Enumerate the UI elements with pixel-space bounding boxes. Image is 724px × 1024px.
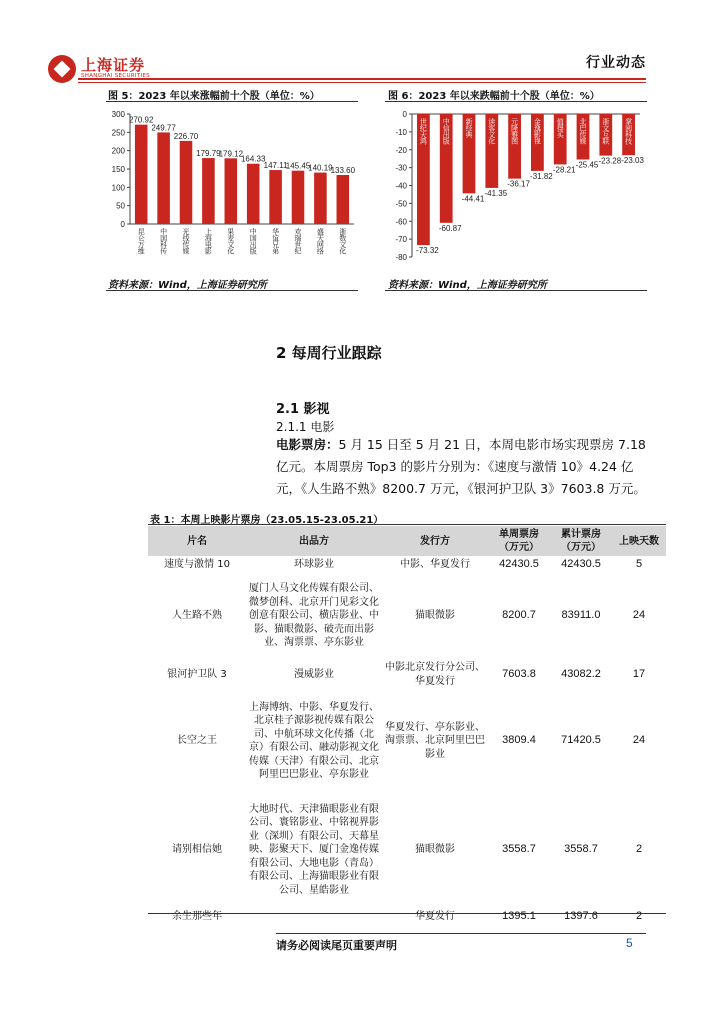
header-producer: 出品方	[299, 535, 329, 547]
table-row	[148, 556, 666, 573]
figure6-bottom-rule	[385, 290, 647, 291]
y-tick-label: -50	[395, 199, 407, 209]
table-bottom-rule	[148, 913, 666, 914]
figure6-chart	[386, 104, 648, 274]
y-tick-label: 250	[111, 128, 125, 138]
category-label: 华谊兄弟	[271, 228, 280, 254]
distributor: 华夏发行	[415, 910, 455, 922]
report-category: 行业动态	[586, 55, 646, 71]
header-distributor: 发行方	[420, 535, 450, 547]
footer-divider	[276, 933, 646, 934]
data-label: -25.45	[575, 160, 599, 170]
days-showing: 5	[635, 557, 643, 570]
film-name: 速度与激情 10	[164, 558, 230, 570]
category-label: 中信出版	[442, 118, 451, 144]
data-label: 140.19	[308, 163, 333, 173]
data-label: -31.82	[530, 171, 553, 181]
y-tick-label: -40	[395, 181, 407, 191]
header-weekly: 单周票房（万元）	[499, 529, 539, 553]
category-label: 浙文互联	[601, 118, 610, 144]
data-label: 270.92	[128, 115, 154, 125]
header-divider	[78, 78, 646, 80]
bar	[135, 125, 148, 224]
table-row	[148, 690, 666, 792]
footer-disclaimer: 请务必阅读尾页重要声明	[276, 939, 397, 952]
table-header-row	[148, 526, 666, 556]
y-tick-label: -20	[395, 145, 407, 155]
producer: 环球影业	[294, 558, 334, 570]
weekly-box-office: 3558.7	[502, 843, 536, 856]
data-label: -60.87	[438, 223, 462, 233]
category-label: 中国出版	[249, 228, 258, 254]
table-row	[148, 573, 666, 659]
table-title: 表 1：本周上映影片票房（23.05.15-23.05.21）	[150, 515, 384, 526]
distributor: 中影、华夏发行	[400, 558, 470, 570]
data-label: -23.03	[621, 156, 644, 166]
subsection-title: 2.1 影视	[276, 402, 330, 417]
days-showing: 24	[632, 609, 646, 622]
y-tick-label: -70	[395, 235, 407, 245]
y-tick-label: 0	[402, 110, 407, 119]
bar	[202, 158, 215, 224]
y-tick-label: -60	[395, 217, 407, 227]
paragraph-lead: 电影票房：	[276, 437, 339, 452]
category-label: 上海电影	[204, 228, 213, 254]
category-label: 世纪天鸿	[419, 118, 428, 144]
total-box-office: 1397.6	[564, 909, 598, 922]
box-office-paragraph	[276, 434, 656, 500]
bar	[292, 171, 305, 224]
figure5-title-rule	[106, 101, 358, 102]
category-label: 元隆雅图	[510, 118, 519, 144]
total-box-office: 83911.0	[561, 609, 601, 622]
days-showing: 2	[635, 843, 643, 856]
total-box-office: 71420.5	[561, 734, 601, 747]
data-label: 164.33	[240, 154, 266, 164]
section-title: 2 每周行业跟踪	[276, 344, 382, 362]
figure6-title: 图 6：2023 年以来跌幅前十个股（单位：%）	[388, 91, 600, 102]
data-label: 226.70	[173, 131, 199, 141]
bar	[269, 170, 282, 224]
category-label: 浙数文化	[338, 228, 347, 254]
data-label: -44.41	[461, 194, 485, 204]
bar	[157, 132, 170, 224]
total-box-office: 42430.5	[561, 557, 601, 570]
header-divider-thin	[78, 82, 646, 83]
y-tick-label: 200	[111, 146, 125, 156]
y-tick-label: 300	[111, 110, 125, 119]
bar	[225, 158, 238, 224]
table-row	[148, 908, 666, 925]
y-tick-label: -10	[395, 127, 407, 137]
total-box-office: 43082.2	[561, 667, 601, 680]
table-row	[148, 792, 666, 908]
producer: 漫威影业	[294, 668, 334, 680]
logo-english: SHANGHAI SECURITIES	[81, 72, 150, 79]
data-label: 179.79	[196, 149, 221, 159]
film-name: 余生那些年	[172, 910, 222, 922]
days-showing: 24	[632, 734, 646, 747]
data-label: 249.77	[151, 123, 176, 133]
y-tick-label: 50	[116, 201, 125, 211]
distributor: 中影北京发行分公司、华夏发行	[385, 662, 485, 687]
weekly-box-office: 1395.1	[502, 909, 536, 922]
category-label: 盛天网络	[316, 228, 325, 254]
data-label: 133.60	[330, 166, 356, 176]
distributor: 华夏发行、亭东影业、淘票票、北京阿里巴巴影业	[385, 721, 485, 760]
logo-name: 上海证券	[81, 56, 146, 75]
category-label: 昆仑万维	[137, 228, 146, 254]
category-label: 中国科传	[159, 228, 168, 254]
y-tick-label: -30	[395, 163, 407, 173]
days-showing: 2	[635, 909, 643, 922]
category-label: 欢瑞世纪	[294, 228, 302, 254]
figure6-title-rule	[385, 101, 647, 102]
figure6-source: 资料来源：Wind，上海证券研究所	[388, 280, 547, 291]
data-label: 147.11	[263, 161, 288, 171]
bar	[180, 141, 193, 224]
paragraph-body: 5 月 15 日至 5 月 21 日，本周电影市场实现票房 7.18 亿元。本周票房 Top3 的影片分别为：《速度与激情 10》4.24 亿元，《人生路不熟》8200.7 万元，《银河护卫队 3》7603.8 万元。	[276, 437, 646, 496]
table-top-rule	[148, 524, 666, 525]
figure5-bottom-rule	[106, 290, 358, 291]
bar	[247, 164, 260, 224]
category-label: 新经典	[465, 118, 473, 138]
category-label: 果麦文化	[226, 228, 235, 254]
film-name: 人生路不熟	[172, 610, 222, 622]
y-tick-label: 100	[111, 183, 125, 193]
distributor: 猫眼微影	[415, 610, 455, 622]
days-showing: 17	[632, 667, 646, 680]
bar	[337, 175, 350, 224]
category-label: 读客文化	[487, 118, 496, 144]
weekly-box-office: 7603.8	[502, 667, 536, 680]
distributor: 猫眼微影	[415, 844, 455, 856]
figure5-title: 图 5：2023 年以来涨幅前十个股（单位：%）	[108, 91, 320, 102]
film-name: 银河护卫队 3	[167, 668, 227, 680]
weekly-box-office: 42430.5	[499, 557, 539, 570]
weekly-box-office: 8200.7	[502, 609, 536, 622]
producer: 上海博纳、中影、华夏发行、北京桂子源影视传媒有限公司、中航环球文化传播（北京）有限公司、融动影视文化传媒（天津）有限公司、北京阿里巴巴影业、亭东影业	[249, 701, 379, 780]
y-tick-label: -80	[395, 253, 407, 262]
data-label: 145.45	[285, 161, 311, 171]
header-film: 片名	[187, 535, 207, 547]
y-tick-label: 0	[120, 220, 125, 229]
film-name: 长空之王	[177, 735, 217, 747]
figure5-chart	[104, 104, 362, 274]
header-days: 上映天数	[619, 535, 659, 547]
header-total: 累计票房（万元）	[561, 529, 601, 553]
data-label: -73.32	[416, 246, 439, 256]
figure5-source: 资料来源：Wind，上海证券研究所	[108, 280, 267, 291]
page-number: 5	[626, 936, 633, 950]
category-label: 金逸影视	[533, 118, 542, 144]
producer	[246, 908, 382, 925]
bar	[314, 173, 327, 224]
producer: 厦门人马文化传媒有限公司、微梦创科、北京开门见彩文化创意有限公司、横店影业、中影、猫眼微影、破壳而出影业、淘票票、亭东影业	[249, 583, 379, 649]
category-label: 值得买	[556, 118, 565, 138]
weekly-box-office: 3809.4	[502, 734, 536, 747]
table-row	[148, 659, 666, 690]
category-label: 掌阅科技	[624, 118, 633, 144]
data-label: -41.35	[484, 188, 508, 198]
y-tick-label: 150	[111, 165, 125, 174]
category-label: 北巴传媒	[579, 118, 587, 144]
total-box-office: 3558.7	[564, 843, 598, 856]
producer: 大地时代、天津猫眼影业有限公司、寰铭影业、中铭视界影业（深圳）有限公司、天幕星映、影聚天下、厦门金逸传媒有限公司、大地电影（青岛）有限公司、上海猫眼影业有限公司、星皓影业	[249, 803, 379, 896]
category-label: 光线传媒	[182, 228, 190, 254]
data-label: -28.21	[552, 165, 576, 175]
box-office-table	[148, 526, 666, 925]
logo-mark-icon	[48, 55, 76, 83]
data-label: 179.12	[218, 149, 244, 159]
data-label: -23.28	[598, 156, 622, 166]
data-label: -36.17	[507, 179, 530, 189]
film-name: 请别相信她	[172, 844, 222, 856]
subsubsection-title: 2.1.1 电影	[276, 420, 335, 434]
